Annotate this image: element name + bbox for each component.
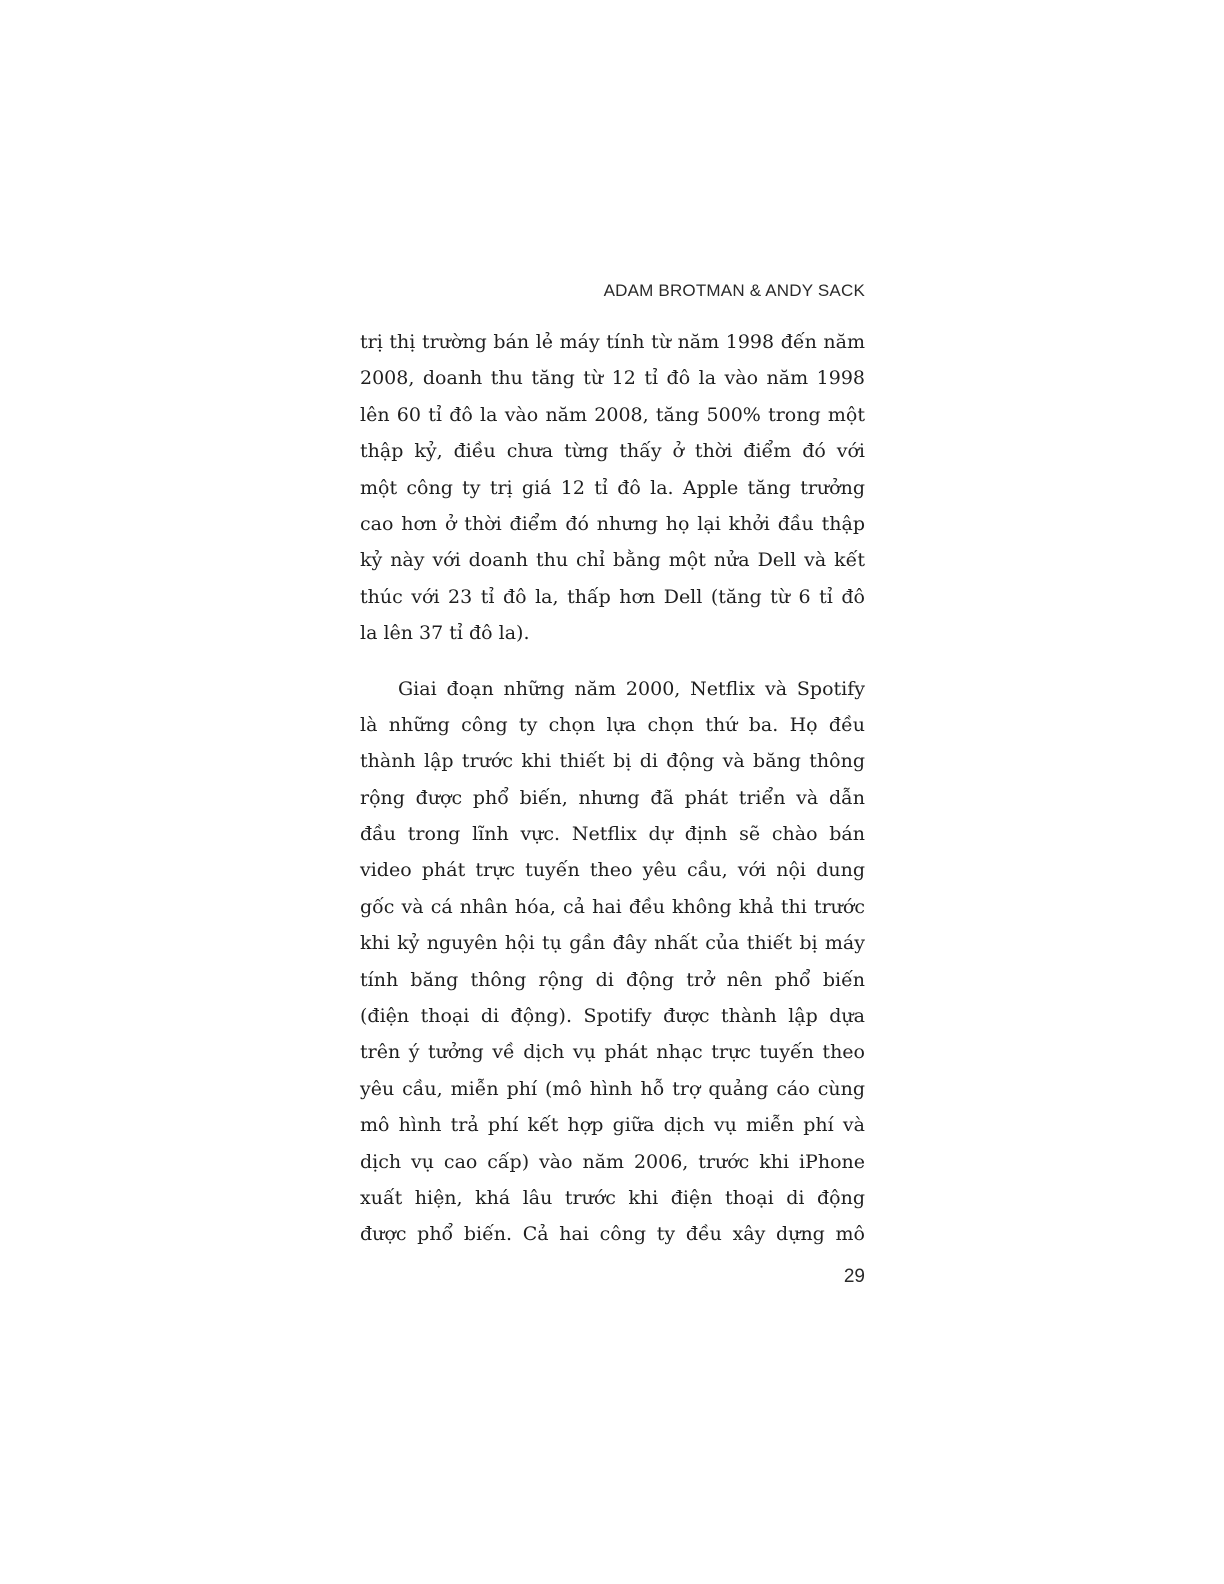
text-line: yêu cầu, miễn phí (mô hình hỗ trợ quảng cáo cùng bbox=[360, 1077, 865, 1100]
text-line: trị thị trường bán lẻ máy tính từ năm 1998 đến năm bbox=[360, 331, 865, 353]
paragraph-2 bbox=[360, 671, 865, 1253]
text-line: một công ty trị giá 12 tỉ đô la. Apple tăng trưởng bbox=[360, 476, 865, 499]
text-line: rộng được phổ biến, nhưng đã phát triển và dẫn bbox=[360, 786, 865, 809]
text-line: mô hình trả phí kết hợp giữa dịch vụ miễn phí và bbox=[360, 1114, 865, 1137]
text-line: thành lập trước khi thiết bị di động và băng thông bbox=[360, 750, 865, 773]
text-line: xuất hiện, khá lâu trước khi điện thoại di động bbox=[360, 1186, 865, 1209]
text-line: trên ý tưởng về dịch vụ phát nhạc trực tuyến theo bbox=[360, 1041, 865, 1064]
running-header: ADAM BROTMAN & ANDY SACK bbox=[603, 281, 865, 300]
text-line: 2008, doanh thu tăng từ 12 tỉ đô la vào năm 1998 bbox=[360, 367, 865, 390]
text-line: (điện thoại di động). Spotify được thành lập dựa bbox=[360, 1005, 865, 1028]
text-line: là những công ty chọn lựa chọn thứ ba. Họ đều bbox=[360, 713, 865, 736]
paragraph-1 bbox=[360, 324, 865, 652]
text-line: lên 60 tỉ đô la vào năm 2008, tăng 500% trong một bbox=[360, 403, 865, 426]
text-line: thập kỷ, điều chưa từng thấy ở thời điểm đó với bbox=[360, 440, 865, 463]
text-line: video phát trực tuyến theo yêu cầu, với nội dung bbox=[360, 859, 865, 882]
text-line: gốc và cá nhân hóa, cả hai đều không khả thi trước bbox=[360, 895, 865, 918]
text-line: được phổ biến. Cả hai công ty đều xây dựng mô bbox=[360, 1223, 865, 1246]
text-line: Giai đoạn những năm 2000, Netflix và Spotify bbox=[398, 677, 865, 700]
text-line: thúc với 23 tỉ đô la, thấp hơn Dell (tăng từ 6 tỉ đô bbox=[360, 585, 865, 608]
paragraph-gap bbox=[360, 652, 865, 671]
text-line: kỷ này với doanh thu chỉ bằng một nửa Dell và kết bbox=[360, 549, 865, 572]
text-line: cao hơn ở thời điểm đó nhưng họ lại khởi đầu thập bbox=[360, 512, 865, 535]
text-line: la lên 37 tỉ đô la). bbox=[360, 622, 530, 645]
page-number: 29 bbox=[843, 1266, 865, 1287]
body-text bbox=[360, 324, 865, 1253]
text-line: đầu trong lĩnh vực. Netflix dự định sẽ chào bán bbox=[360, 823, 865, 846]
text-line: khi kỷ nguyên hội tụ gần đây nhất của thiết bị máy bbox=[360, 932, 865, 955]
text-line: tính băng thông rộng di động trở nên phổ biến bbox=[360, 968, 865, 991]
text-line: dịch vụ cao cấp) vào năm 2006, trước khi iPhone bbox=[360, 1150, 865, 1173]
